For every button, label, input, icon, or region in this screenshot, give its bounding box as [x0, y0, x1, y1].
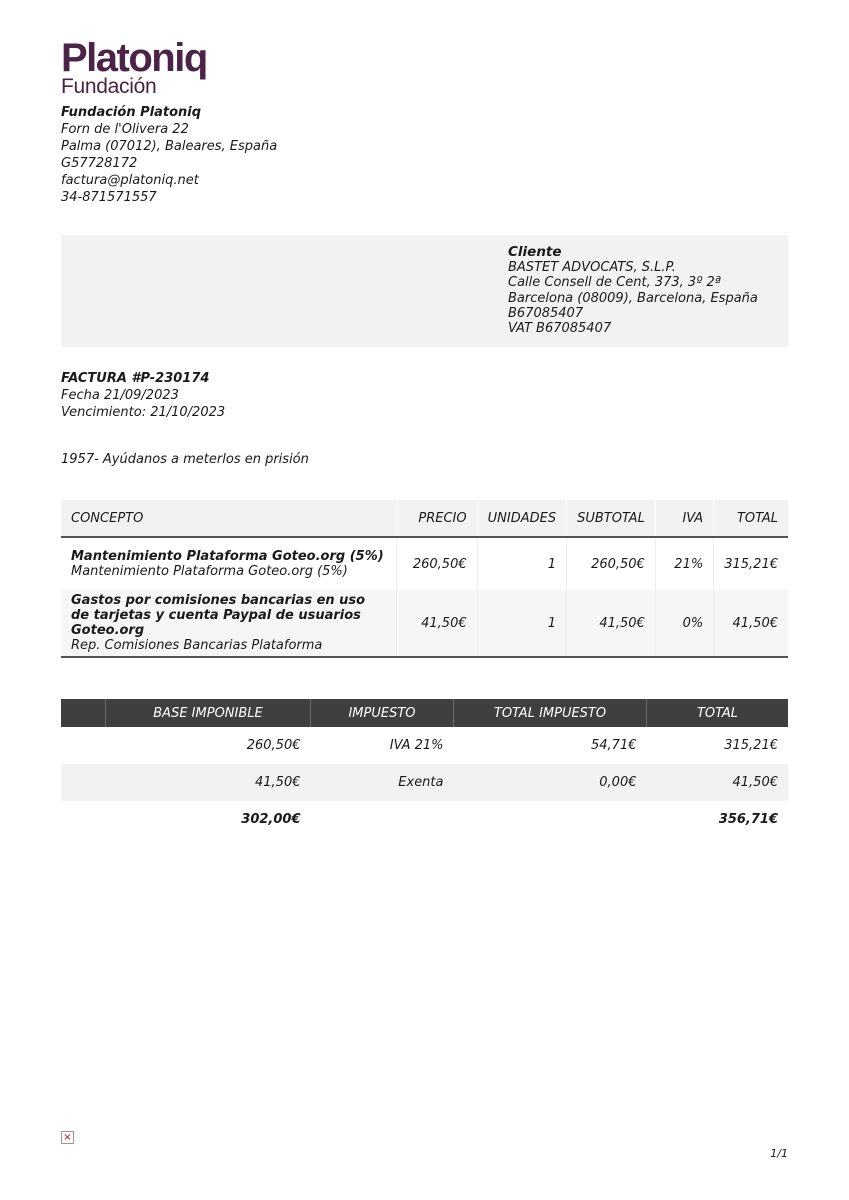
header-unidades: UNIDADES — [477, 500, 566, 537]
issuer-address-line1: Forn de l'Olivera 22 — [61, 122, 189, 137]
item-iva: 0% — [655, 590, 713, 657]
invoice-description: 1957- Ayúdanos a meterlos en prisión — [61, 452, 309, 467]
summary-base: 260,50€ — [246, 738, 301, 753]
page-number: 1/1 — [770, 1147, 788, 1160]
table-row — [61, 537, 788, 590]
item-price: 41,50€ — [397, 590, 478, 657]
summary-tax-total: 0,00€ — [599, 775, 637, 790]
summary-base: 41,50€ — [255, 775, 301, 790]
item-concept — [61, 537, 397, 590]
item-subtitle: Mantenimiento Plataforma Goteo.org (5%) — [71, 564, 348, 579]
table-row — [61, 764, 788, 801]
item-iva: 21% — [655, 537, 713, 590]
empty-cell — [311, 801, 454, 837]
client-address-line1: Calle Consell de Cent, 373, 3º 2ª — [508, 275, 721, 291]
table-row — [61, 727, 788, 764]
summary-total: 41,50€ — [732, 775, 778, 790]
client-address-line2: Barcelona (08009), Barcelona, España — [508, 290, 758, 306]
issuer-address-line2: Palma (07012), Baleares, España — [61, 139, 278, 154]
items-table — [61, 500, 788, 658]
client-vat: VAT B67085407 — [508, 321, 612, 337]
issuer-tax-id: G57728172 — [61, 156, 138, 171]
logo-subtitle: Fundación — [61, 75, 157, 98]
item-concept — [61, 590, 397, 657]
summary-header-row — [61, 699, 788, 727]
items-header-row — [61, 500, 788, 537]
table-row — [61, 590, 788, 657]
header-precio: PRECIO — [397, 500, 478, 537]
issuer-block — [61, 104, 277, 206]
item-units: 1 — [477, 590, 566, 657]
tax-summary-table — [61, 699, 788, 837]
header-base-imponible: BASE IMPONIBLE — [106, 699, 311, 727]
platoniq-logo — [61, 36, 207, 98]
summary-total: 315,21€ — [724, 738, 778, 753]
header-total: TOTAL — [714, 500, 788, 537]
header-impuesto: IMPUESTO — [311, 699, 454, 727]
empty-cell — [454, 801, 647, 837]
header-total-impuesto: TOTAL IMPUESTO — [454, 699, 647, 727]
summary-totals-row — [61, 801, 788, 837]
item-subtotal: 41,50€ — [567, 590, 656, 657]
invoice-due-date: Vencimiento: 21/10/2023 — [61, 405, 226, 420]
item-total: 315,21€ — [714, 537, 788, 590]
client-block — [508, 245, 758, 336]
header-total: TOTAL — [647, 699, 789, 727]
invoice-number: FACTURA #P-230174 — [61, 371, 210, 386]
header-concepto: CONCEPTO — [61, 500, 397, 537]
spacer-cell — [61, 727, 106, 764]
summary-grand-total: 356,71€ — [718, 811, 778, 827]
invoice-date: Fecha 21/09/2023 — [61, 388, 179, 403]
item-subtitle: Rep. Comisiones Bancarias Plataforma — [71, 638, 323, 653]
item-units: 1 — [477, 537, 566, 590]
spacer-cell — [61, 764, 106, 801]
item-subtotal: 260,50€ — [567, 537, 656, 590]
invoice-info — [61, 370, 225, 421]
client-box — [61, 235, 788, 347]
item-title: Mantenimiento Plataforma Goteo.org (5%) — [71, 549, 384, 564]
header-iva: IVA — [655, 500, 713, 537]
client-tax-id: B67085407 — [508, 305, 584, 321]
summary-tax: Exenta — [398, 775, 444, 790]
client-name: BASTET ADVOCATS, S.L.P. — [508, 260, 676, 276]
summary-base-total: 302,00€ — [241, 811, 301, 827]
issuer-email: factura@platoniq.net — [61, 173, 199, 188]
item-title: Gastos por comisiones bancarias en uso de tarjetas y cuenta Paypal de usuarios Goteo.org — [71, 593, 366, 638]
item-price: 260,50€ — [397, 537, 478, 590]
header-spacer — [61, 699, 106, 727]
summary-tax-total: 54,71€ — [591, 738, 637, 753]
spacer-cell — [61, 801, 106, 837]
issuer-name: Fundación Platoniq — [61, 105, 202, 120]
client-title: Cliente — [508, 244, 562, 260]
item-total: 41,50€ — [714, 590, 788, 657]
broken-image-icon: × — [61, 1131, 74, 1144]
header-subtotal: SUBTOTAL — [567, 500, 656, 537]
logo-wordmark: Platoniq — [61, 36, 207, 80]
issuer-phone: 34-871571557 — [61, 190, 157, 205]
summary-tax: IVA 21% — [389, 738, 444, 753]
